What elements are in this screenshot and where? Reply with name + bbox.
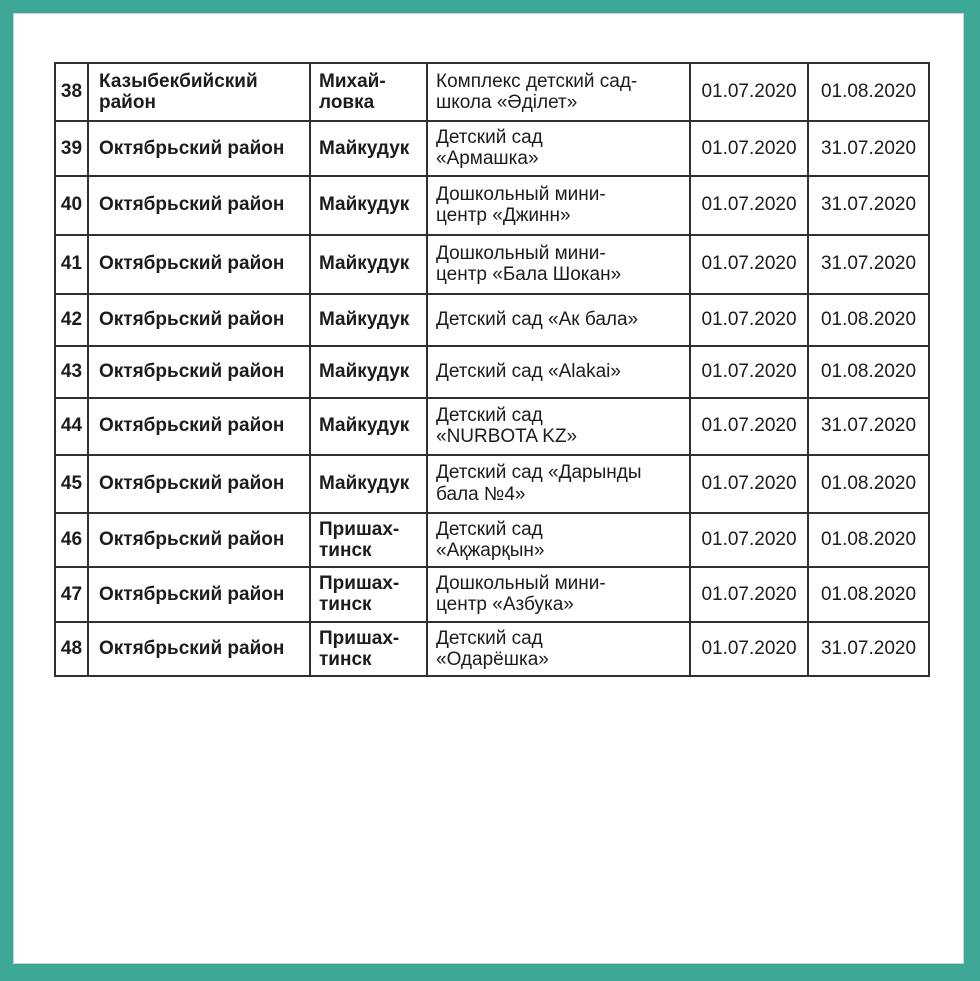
table-row <box>55 622 929 677</box>
document-sheet <box>14 14 963 963</box>
end-date-cell: 01.08.2020 <box>808 567 929 622</box>
start-date-cell: 01.07.2020 <box>690 513 808 568</box>
district-cell: Октябрьский район <box>88 455 310 513</box>
locality-cell: Майкудук <box>310 346 427 398</box>
district-cell: Октябрьский район <box>88 176 310 235</box>
start-date-cell: 01.07.2020 <box>690 455 808 513</box>
row-number-cell: 38 <box>55 63 88 121</box>
start-date-cell: 01.07.2020 <box>690 294 808 346</box>
start-date-cell: 01.07.2020 <box>690 398 808 455</box>
table-row <box>55 513 929 568</box>
locality-cell: Майкудук <box>310 398 427 455</box>
end-date-cell: 31.07.2020 <box>808 176 929 235</box>
row-number-cell: 46 <box>55 513 88 568</box>
organization-cell: Комплекс детский сад-школа «Әділет» <box>427 63 690 121</box>
start-date-cell: 01.07.2020 <box>690 567 808 622</box>
start-date-cell: 01.07.2020 <box>690 176 808 235</box>
district-cell: Октябрьский район <box>88 294 310 346</box>
end-date-cell: 01.08.2020 <box>808 294 929 346</box>
row-number-cell: 42 <box>55 294 88 346</box>
row-number-cell: 40 <box>55 176 88 235</box>
table-row <box>55 455 929 513</box>
locality-cell: Майкудук <box>310 176 427 235</box>
end-date-cell: 31.07.2020 <box>808 398 929 455</box>
locality-cell: Пришах-тинск <box>310 622 427 677</box>
organization-cell: Детский сад «NURBOTA KZ» <box>427 398 690 455</box>
end-date-cell: 31.07.2020 <box>808 235 929 294</box>
organization-cell: Детский сад «Ақжарқын» <box>427 513 690 568</box>
row-number-cell: 44 <box>55 398 88 455</box>
table-row <box>55 176 929 235</box>
row-number-cell: 43 <box>55 346 88 398</box>
locality-cell: Михай-ловка <box>310 63 427 121</box>
start-date-cell: 01.07.2020 <box>690 622 808 677</box>
start-date-cell: 01.07.2020 <box>690 121 808 176</box>
table-row <box>55 567 929 622</box>
organization-cell: Дошкольный мини-центр «Азбука» <box>427 567 690 622</box>
table-row <box>55 294 929 346</box>
table-row <box>55 63 929 121</box>
end-date-cell: 01.08.2020 <box>808 63 929 121</box>
locality-cell: Майкудук <box>310 294 427 346</box>
district-cell: Октябрьский район <box>88 121 310 176</box>
end-date-cell: 01.08.2020 <box>808 346 929 398</box>
start-date-cell: 01.07.2020 <box>690 63 808 121</box>
row-number-cell: 45 <box>55 455 88 513</box>
row-number-cell: 47 <box>55 567 88 622</box>
district-cell: Октябрьский район <box>88 346 310 398</box>
district-cell: Октябрьский район <box>88 513 310 568</box>
district-cell: Октябрьский район <box>88 235 310 294</box>
start-date-cell: 01.07.2020 <box>690 235 808 294</box>
row-number-cell: 48 <box>55 622 88 677</box>
district-cell: Казыбекбийский район <box>88 63 310 121</box>
locality-cell: Пришах-тинск <box>310 567 427 622</box>
end-date-cell: 01.08.2020 <box>808 455 929 513</box>
row-number-cell: 39 <box>55 121 88 176</box>
locality-cell: Пришах-тинск <box>310 513 427 568</box>
row-number-cell: 41 <box>55 235 88 294</box>
table-row <box>55 346 929 398</box>
district-cell: Октябрьский район <box>88 398 310 455</box>
organization-cell: Дошкольный мини-центр «Джинн» <box>427 176 690 235</box>
organization-cell: Детский сад «Alakai» <box>427 346 690 398</box>
organization-cell: Детский сад «Ак бала» <box>427 294 690 346</box>
table-row <box>55 235 929 294</box>
organization-cell: Детский сад «Одарёшка» <box>427 622 690 677</box>
locality-cell: Майкудук <box>310 235 427 294</box>
end-date-cell: 01.08.2020 <box>808 513 929 568</box>
table-row <box>55 398 929 455</box>
organization-cell: Детский сад «Дарынды бала №4» <box>427 455 690 513</box>
end-date-cell: 31.07.2020 <box>808 622 929 677</box>
end-date-cell: 31.07.2020 <box>808 121 929 176</box>
district-cell: Октябрьский район <box>88 567 310 622</box>
district-cell: Октябрьский район <box>88 622 310 677</box>
locality-cell: Майкудук <box>310 121 427 176</box>
organization-cell: Детский сад «Армашка» <box>427 121 690 176</box>
start-date-cell: 01.07.2020 <box>690 346 808 398</box>
organization-cell: Дошкольный мини-центр «Бала Шокан» <box>427 235 690 294</box>
kindergarten-schedule-table <box>54 62 930 677</box>
locality-cell: Майкудук <box>310 455 427 513</box>
table-row <box>55 121 929 176</box>
